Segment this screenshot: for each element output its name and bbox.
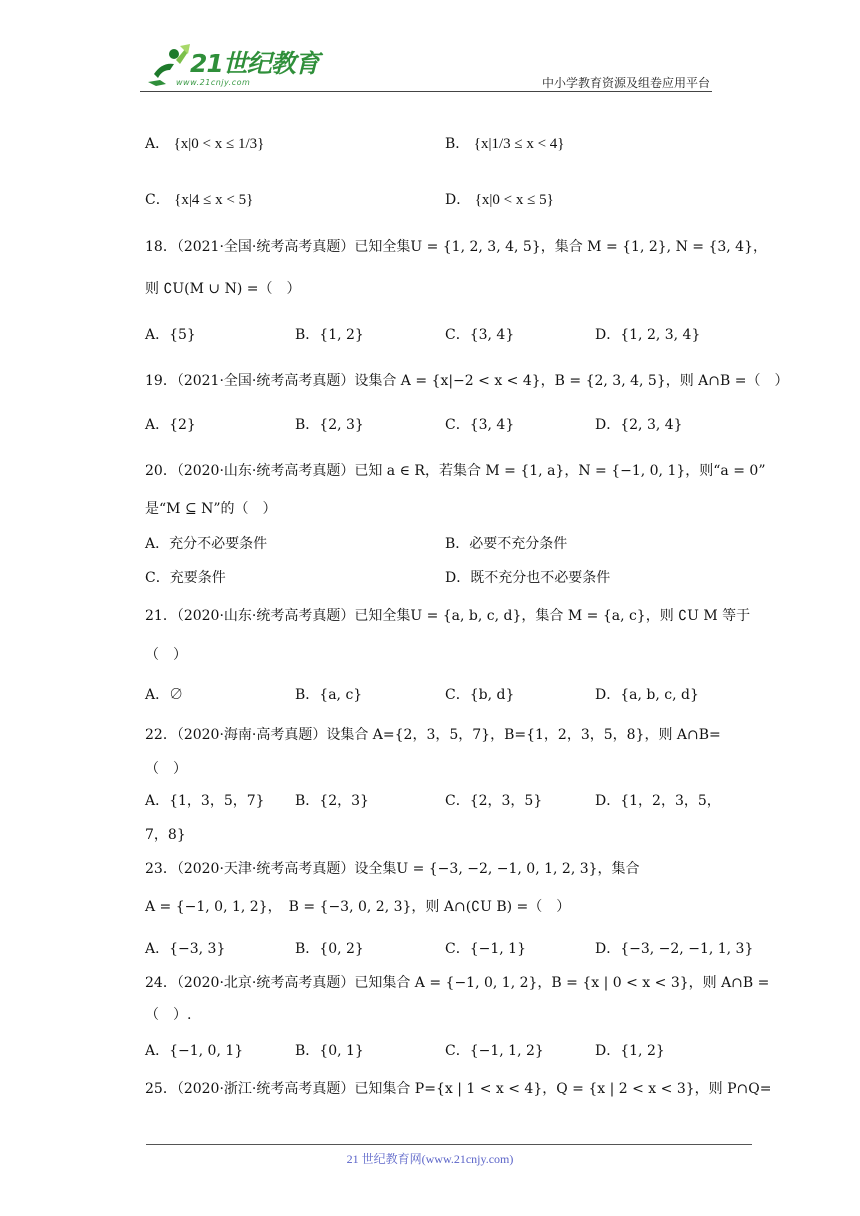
option-letter: D． (445, 192, 471, 208)
option-letter: B． (445, 136, 470, 152)
q18-stem: 18．（2021·全国·统考高考真题）已知全集U = {1, 2, 3, 4, 5}，集合 M = {1, 2}, N = {3, 4}， (145, 239, 767, 255)
q20-stem: 20．（2020·山东·统考高考真题）已知 a ∈ R，若集合 M = {1, a}，N = {−1, 0, 1}，则“a = 0” (145, 463, 766, 479)
platform-name: 中小学教育资源及组卷应用平台 (541, 76, 710, 90)
q18-stem-cont: 则 ∁U(M ∪ N) =（ ） (145, 281, 301, 297)
q22-option-d: D．{1，2，3，5， (595, 793, 721, 809)
q22-stem-cont: （ ） (145, 761, 187, 777)
q20-option-c: C．充要条件 (145, 570, 226, 586)
option-value: {x|0 < x ≤ 5} (474, 192, 554, 208)
q24-stem-cont: （ ）. (145, 1007, 192, 1023)
footer-link[interactable]: 21 世纪教育网(www.21cnjy.com) (346, 1152, 514, 1166)
q23-option-d: D．{−3, −2, −1, 1, 3} (595, 941, 754, 957)
option-value: {x|0 < x ≤ 1/3} (173, 136, 265, 152)
site-logo[interactable] (140, 40, 320, 92)
q21-option-b: B．{a, c} (295, 687, 363, 703)
logo-text: 21世纪教育 (190, 49, 319, 78)
q24-option-b: B．{0, 1} (295, 1043, 364, 1059)
q24-stem: 24．（2020·北京·统考高考真题）已知集合 A = {−1, 0, 1, 2}，B = {x | 0 < x < 3}，则 A∩B = (145, 975, 770, 991)
option-letter: C． (145, 192, 170, 208)
q20-option-d: D．既不充分也不必要条件 (445, 570, 611, 586)
option-letter: A． (145, 136, 170, 152)
footer-divider (146, 1144, 752, 1145)
q18-option-c: C．{3, 4} (445, 327, 515, 343)
q20-option-a: A．充分不必要条件 (145, 536, 268, 552)
q17-option-c (145, 189, 253, 211)
q23-option-a: A．{−3, 3} (145, 941, 226, 957)
q21-option-c: C．{b, d} (445, 687, 515, 703)
q18-option-d: D．{1, 2, 3, 4} (595, 327, 701, 343)
q18-option-a: A．{5} (145, 327, 196, 343)
q22-option-d-cont: 7，8} (145, 827, 186, 843)
q17-option-b (445, 133, 565, 155)
q21-option-d: D．{a, b, c, d} (595, 687, 699, 703)
q23-option-c: C．{−1, 1} (445, 941, 526, 957)
q17-option-a (145, 133, 264, 155)
logo-url: www.21cnjy.com (176, 78, 251, 87)
q24-option-d: D．{1, 2} (595, 1043, 665, 1059)
q19-stem: 19．（2021·全国·统考高考真题）设集合 A = {x|−2 < x < 4}，B = {2, 3, 4, 5}，则 A∩B =（ ） (145, 373, 789, 389)
q23-stem: 23．（2020·天津·统考高考真题）设全集U = {−3, −2, −1, 0, 1, 2, 3}，集合 (145, 861, 640, 877)
q23-option-b: B．{0, 2} (295, 941, 364, 957)
q19-option-d: D．{2, 3, 4} (595, 417, 683, 433)
q24-option-a: A．{−1, 0, 1} (145, 1043, 244, 1059)
option-value: {x|4 ≤ x < 5} (174, 192, 254, 208)
q22-option-a: A．{1，3，5，7} (145, 793, 265, 809)
q21-stem-cont: （ ） (145, 647, 187, 663)
header-divider (140, 91, 712, 92)
q21-option-a: A．∅ (145, 687, 184, 703)
option-value: {x|1/3 ≤ x < 4} (473, 136, 565, 152)
q19-option-b: B．{2, 3} (295, 417, 364, 433)
q22-option-c: C．{2，3，5} (445, 793, 543, 809)
q21-stem: 21．（2020·山东·统考高考真题）已知全集U = {a, b, c, d}，集合 M = {a, c}，则 ∁U M 等于 (145, 608, 751, 624)
q24-option-c: C．{−1, 1, 2} (445, 1043, 544, 1059)
q19-option-c: C．{3, 4} (445, 417, 515, 433)
q22-option-b: B．{2，3} (295, 793, 369, 809)
q17-option-d (445, 189, 554, 211)
q18-option-b: B．{1, 2} (295, 327, 364, 343)
q20-stem-cont: 是“M ⊆ N”的（ ） (145, 501, 277, 517)
q23-stem-cont: A = {−1, 0, 1, 2}， B = {−3, 0, 2, 3}，则 A∩(∁U B) =（ ） (145, 899, 571, 915)
q19-option-a: A．{2} (145, 417, 196, 433)
q22-stem: 22．（2020·海南·高考真题）设集合 A={2，3，5，7}，B={1，2，3，5，8}，则 A∩B= (145, 727, 721, 743)
q20-option-b: B．必要不充分条件 (445, 536, 568, 552)
q25-stem: 25．（2020·浙江·统考高考真题）已知集合 P={x | 1 < x < 4}，Q = {x | 2 < x < 3}，则 P∩Q= (145, 1081, 772, 1097)
